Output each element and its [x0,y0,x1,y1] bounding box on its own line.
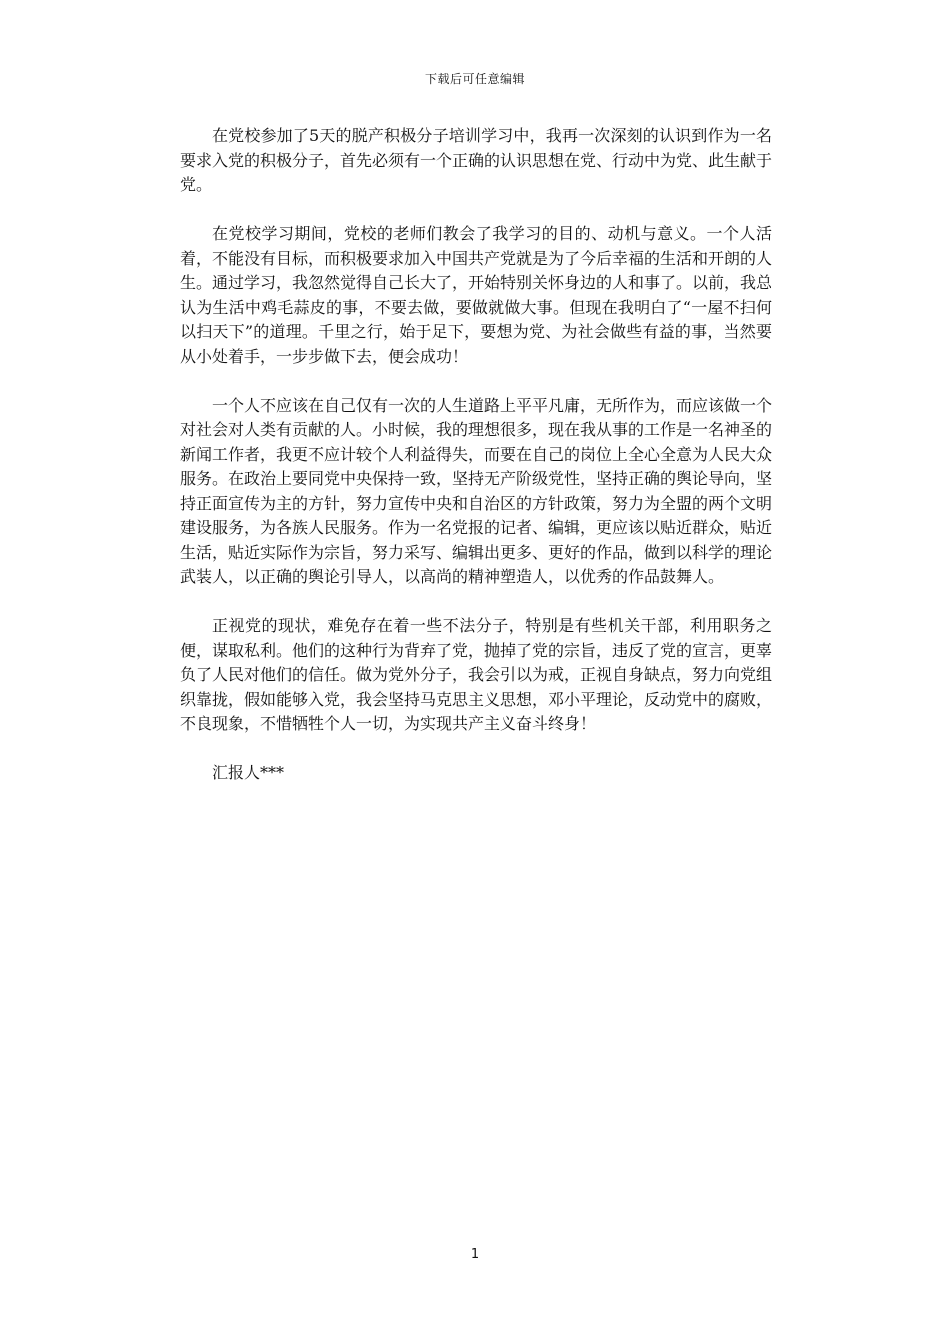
document-body [180,124,772,810]
signature: 汇报人*** [212,763,285,782]
paragraph-4: 正视党的现状，难免存在着一些不法分子，特别是有些机关干部，利用职务之便，谋取私利。他们的这种行为背弃了党，抛掉了党的宗旨，违反了党的宣言，更辜负了人民对他们的信任。做为党外分子，我会引以为戒，正视自身缺点，努力向党组织靠拢，假如能够入党，我会坚持马克思主义思想，邓小平理论，反动党中的腐败，不良现象，不惜牺牲个人一切，为实现共产主义奋斗终身！ [180,616,773,733]
header-note: 下载后可任意编辑 [424,72,525,86]
page-number: 1 [470,1247,480,1262]
paragraph-2: 在党校学习期间，党校的老师们教会了我学习的目的、动机与意义。一个人活着，不能没有目标，而积极要求加入中国共产党就是为了今后幸福的生活和开朗的人生。通过学习，我忽然觉得自己长大了，开始特别关怀身边的人和事了。以前，我总认为生活中鸡毛蒜皮的事，不要去做，要做就做大事。但现在我明白了“一屋不扫何以扫天下”的道理。千里之行，始于足下，要想为党、为社会做些有益的事，当然要从小处着手，一步步做下去，便会成功！ [180,224,773,366]
paragraph-1: 在党校参加了5天的脱产积极分子培训学习中，我再一次深刻的认识到作为一名要求入党的积极分子，首先必须有一个正确的认识思想在党、行动中为党、此生献于党。 [180,126,773,194]
paragraph-3: 一个人不应该在自己仅有一次的人生道路上平平凡庸，无所作为，而应该做一个对社会对人类有贡献的人。小时候，我的理想很多，现在我从事的工作是一名神圣的新闻工作者，我更不应计较个人利益得失，而要在自己的岗位上全心全意为人民大众服务。在政治上要同党中央保持一致，坚持无产阶级党性，坚持正确的舆论导向，坚持正面宣传为主的方针，努力宣传中央和自治区的方针政策，努力为全盟的两个文明建设服务，为各族人民服务。作为一名党报的记者、编辑，更应该以贴近群众，贴近生活，贴近实际作为宗旨，努力采写、编辑出更多、更好的作品，做到以科学的理论武装人，以正确的舆论引导人，以高尚的精神塑造人，以优秀的作品鼓舞人。 [180,395,773,586]
